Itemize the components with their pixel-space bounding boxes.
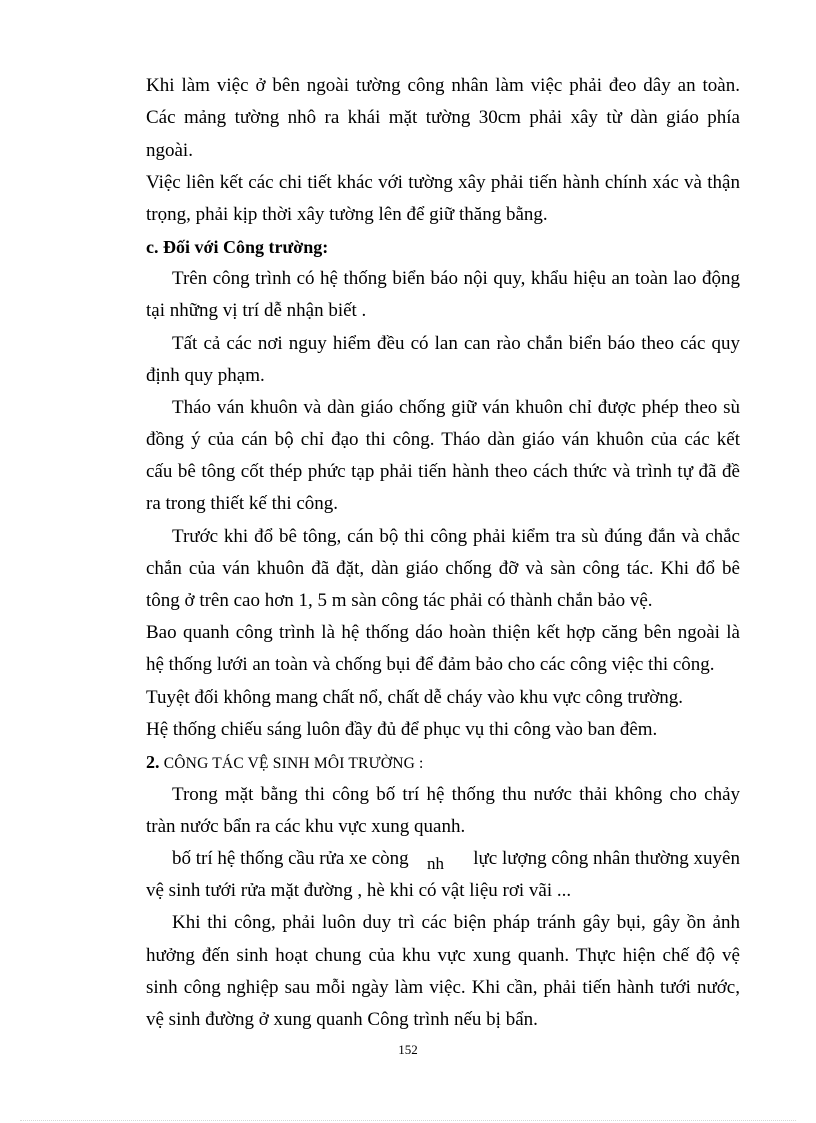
page-bottom-rule (20, 1120, 796, 1121)
body-text-line-split (172, 847, 740, 877)
body-text-line: hưởng đến sinh hoạt chung của khu vực xung quanh. Thực hiện chế độ vệ (146, 945, 740, 966)
text-fragment: nh (427, 854, 444, 873)
body-text-line: tại những vị trí dễ nhận biết . (146, 300, 367, 321)
body-text-line: vệ sinh tưới rửa mặt đường , hè khi có vật liệu rơi vãi ... (146, 880, 572, 901)
body-text-line: Hệ thống chiếu sáng luôn đầy đủ để phục vụ thi công vào ban đêm. (146, 719, 658, 740)
body-text-line: cấu bê tông cốt thép phức tạp phải tiến hành theo cách thức và trình tự đã đề (146, 461, 740, 482)
body-text-line: Khi làm việc ở bên ngoài tường công nhân làm việc phải đeo dây an toàn. (146, 75, 740, 96)
body-text-line: Trong mặt bằng thi công bố trí hệ thống thu nước thải không cho chảy (172, 784, 740, 805)
body-text-line: Tuyệt đối không mang chất nổ, chất dễ cháy vào khu vực công trường. (146, 687, 684, 708)
body-text-line: hệ thống lưới an toàn và chống bụi để đảm bảo cho các công việc thi công. (146, 654, 715, 675)
page-number: 152 (398, 1042, 418, 1057)
body-text-line: đồng ý của cán bộ chỉ đạo thi công. Tháo dàn giáo ván khuôn của các kết (146, 429, 740, 450)
body-text-line: Trước khi đổ bê tông, cán bộ thi công phải kiểm tra sù đúng đắn và chắc (172, 526, 740, 547)
body-text-line: Trên công trình có hệ thống biển báo nội quy, khẩu hiệu an toàn lao động (172, 268, 740, 289)
body-text-line: sinh công nghiệp sau mỗi ngày làm việc. Khi cần, phải tiến hành tưới nước, (146, 977, 740, 998)
body-text-line: vệ sinh đường ở xung quanh Công trình nếu bị bẩn. (146, 1009, 538, 1030)
body-text-line: Khi thi công, phải luôn duy trì các biện pháp tránh gây bụi, gây ồn ảnh (172, 912, 740, 933)
text-fragment: bố trí hệ thống cầu rửa xe còng (172, 848, 409, 869)
body-text-line: Tất cả các nơi nguy hiểm đều có lan can rào chắn biển báo theo các quy (172, 333, 740, 354)
body-text-line: tông ở trên cao hơn 1, 5 m sàn công tác phải có thành chắn bảo vệ. (146, 590, 653, 611)
text-fragment: lực lượng công nhân thường xuyên (473, 848, 740, 869)
body-text-line: tràn nước bẩn ra các khu vực xung quanh. (146, 816, 466, 837)
body-text-line: Tháo ván khuôn và dàn giáo chống giữ ván khuôn chỉ được phép theo sù (172, 397, 740, 418)
section-number: 2. (146, 752, 160, 772)
section-heading-c: c. Đối với Công trường: (146, 237, 329, 257)
body-text-line: ra trong thiết kế thi công. (146, 493, 339, 514)
section-title: CÔNG TÁC VỆ SINH MÔI TRƯỜNG : (163, 755, 424, 772)
body-text-line: ngoài. (146, 140, 193, 161)
body-text-line: chắn của ván khuôn đã đặt, dàn giáo chống đỡ và sàn công tác. Khi đổ bê (146, 558, 740, 579)
body-text-line: trọng, phải kịp thời xây tường lên để giữ thăng bằng. (146, 204, 548, 225)
body-text-line: định quy phạm. (146, 365, 265, 386)
body-text-line: Việc liên kết các chi tiết khác với tường xây phải tiến hành chính xác và thận (146, 172, 740, 193)
section-heading-2 (146, 750, 424, 776)
body-text-line: Bao quanh công trình là hệ thống dáo hoàn thiện kết hợp căng bên ngoài là (146, 622, 740, 643)
body-text-line: Các mảng tường nhô ra khái mặt tường 30cm phải xây từ dàn giáo phía (146, 107, 740, 128)
